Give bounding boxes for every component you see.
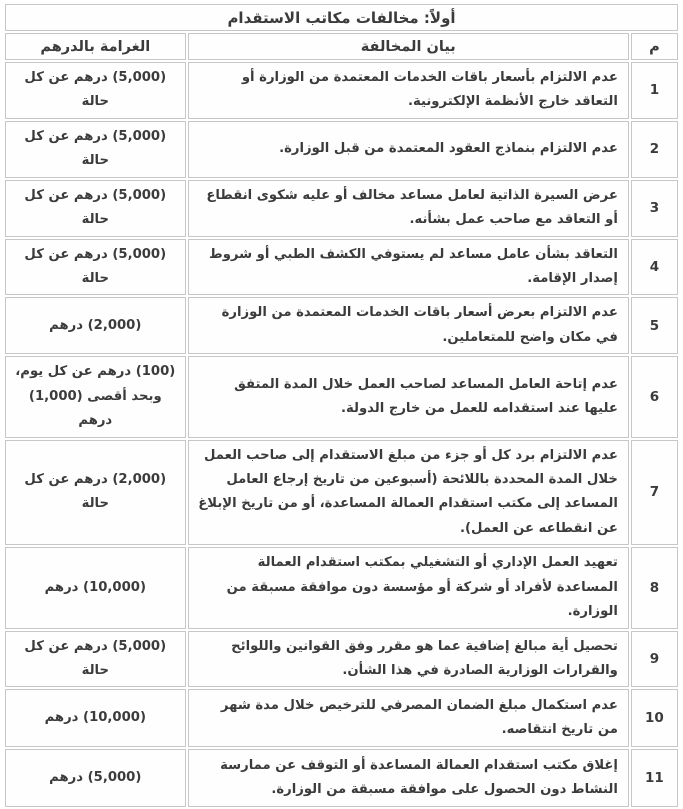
fine-amount: (5,000) درهم عن كل حالة (5, 239, 186, 296)
table-head (5, 4, 678, 60)
fine-amount: (5,000) درهم (5, 749, 186, 807)
row-number: 9 (631, 631, 678, 688)
fine-amount: (2,000) درهم (5, 297, 186, 354)
violations-body (5, 62, 678, 807)
fine-amount: (10,000) درهم (5, 689, 186, 747)
table-row (5, 689, 678, 747)
table-row (5, 180, 678, 237)
column-header-number: م (631, 33, 678, 60)
row-number: 6 (631, 356, 678, 437)
violation-text: عدم الالتزام برد كل أو جزء من مبلغ الاستقدام إلى صاحب العمل خلال المدة المحددة باللائحة (أسبوعين من تاريخ إرجاع العامل المساعد إلى مكتب استقدام العمالة المساعدة، أو من تاريخ الإبلاغ عن انقطاعه عن العمل). (188, 440, 629, 546)
fine-amount: (2,000) درهم عن كل حالة (5, 440, 186, 546)
row-number: 4 (631, 239, 678, 296)
table-row (5, 62, 678, 119)
fine-amount: (100) درهم عن كل يوم، وبحد أقصى (1,000) درهم (5, 356, 186, 437)
table-row (5, 239, 678, 296)
row-number: 3 (631, 180, 678, 237)
violations-table (3, 2, 680, 809)
row-number: 10 (631, 689, 678, 747)
row-number: 2 (631, 121, 678, 178)
violation-text: إغلاق مكتب استقدام العمالة المساعدة أو التوقف عن ممارسة النشاط دون الحصول على موافقة مسبقة من الوزارة. (188, 749, 629, 807)
table-row (5, 356, 678, 437)
table-title-row (5, 4, 678, 31)
violation-text: عدم الالتزام بنماذج العقود المعتمدة من قبل الوزارة. (188, 121, 629, 178)
column-header-fine: الغرامة بالدرهم (5, 33, 186, 60)
table-row (5, 631, 678, 688)
table-row (5, 749, 678, 807)
violation-text: عدم الالتزام بأسعار باقات الخدمات المعتمدة من الوزارة أو التعاقد خارج الأنظمة الإلكترونية. (188, 62, 629, 119)
table-row (5, 547, 678, 628)
row-number: 5 (631, 297, 678, 354)
table-title: أولاً: مخالفات مكاتب الاستقدام (5, 4, 678, 31)
violation-text: عدم إتاحة العامل المساعد لصاحب العمل خلال المدة المتفق عليها عند استقدامه للعمل من خارج الدولة. (188, 356, 629, 437)
violation-text: التعاقد بشأن عامل مساعد لم يستوفي الكشف الطبي أو شروط إصدار الإقامة. (188, 239, 629, 296)
violation-text: عدم استكمال مبلغ الضمان المصرفي للترخيص خلال مدة شهر من تاريخ انتقاصه. (188, 689, 629, 747)
row-number: 11 (631, 749, 678, 807)
fine-amount: (5,000) درهم عن كل حالة (5, 180, 186, 237)
table-row (5, 297, 678, 354)
fine-amount: (10,000) درهم (5, 547, 186, 628)
violation-text: تعهيد العمل الإداري أو التشغيلي بمكتب استقدام العمالة المساعدة لأفراد أو شركة أو مؤسسة دون موافقة مسبقة من الوزارة. (188, 547, 629, 628)
row-number: 1 (631, 62, 678, 119)
fine-amount: (5,000) درهم عن كل حالة (5, 62, 186, 119)
fine-amount: (5,000) درهم عن كل حالة (5, 121, 186, 178)
table-row (5, 121, 678, 178)
violation-text: عدم الالتزام بعرض أسعار باقات الخدمات المعتمدة من الوزارة في مكان واضح للمتعاملين. (188, 297, 629, 354)
column-header-violation: بيان المخالفة (188, 33, 629, 60)
row-number: 7 (631, 440, 678, 546)
table-row (5, 440, 678, 546)
violation-text: عرض السيرة الذاتية لعامل مساعد مخالف أو عليه شكوى انقطاع أو التعاقد مع صاحب عمل بشأنه. (188, 180, 629, 237)
fine-amount: (5,000) درهم عن كل حالة (5, 631, 186, 688)
table-header-row (5, 33, 678, 60)
violation-text: تحصيل أية مبالغ إضافية عما هو مقرر وفق القوانين واللوائح والقرارات الوزارية الصادرة في هذا الشأن. (188, 631, 629, 688)
row-number: 8 (631, 547, 678, 628)
